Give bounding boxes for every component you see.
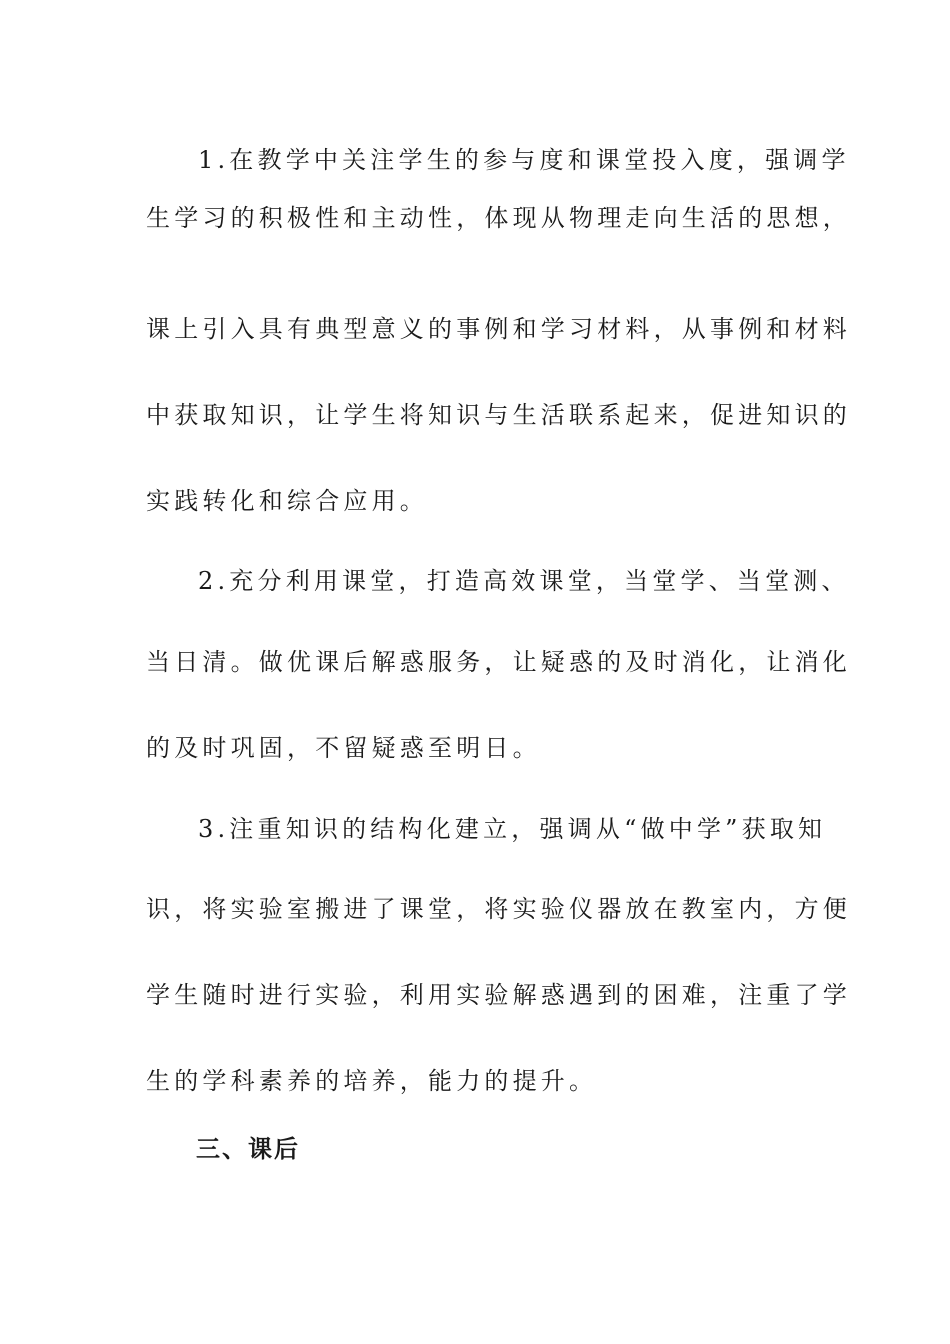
paragraph-2-line-2: 当日清。做优课后解惑服务，让疑惑的及时消化，让消化: [146, 648, 851, 676]
paragraph-1-line-3: 课上引入具有典型意义的事例和学习材料，从事例和材料: [146, 315, 851, 343]
section-heading: 三、课后: [196, 1135, 300, 1163]
paragraph-3-line-1: 3.注重知识的结构化建立，强调从“做中学”获取知: [198, 815, 827, 843]
paragraph-3-line-2: 识，将实验室搬进了课堂，将实验仪器放在教室内，方便: [146, 895, 851, 923]
paragraph-3-line-4: 生的学科素养的培养，能力的提升。: [146, 1067, 598, 1095]
paragraph-2-line-3: 的及时巩固，不留疑惑至明日。: [146, 734, 541, 762]
paragraph-1-line-1: 1.在教学中关注学生的参与度和课堂投入度，强调学: [198, 146, 850, 174]
paragraph-3-line-3: 学生随时进行实验，利用实验解惑遇到的困难，注重了学: [146, 981, 851, 1009]
paragraph-2-line-1: 2.充分利用课堂，打造高效课堂，当堂学、当堂测、: [198, 567, 850, 595]
paragraph-1-line-2: 生学习的积极性和主动性，体现从物理走向生活的思想，: [146, 204, 851, 232]
paragraph-1-line-4: 中获取知识，让学生将知识与生活联系起来，促进知识的: [146, 401, 851, 429]
paragraph-1-line-5: 实践转化和综合应用。: [146, 487, 428, 515]
